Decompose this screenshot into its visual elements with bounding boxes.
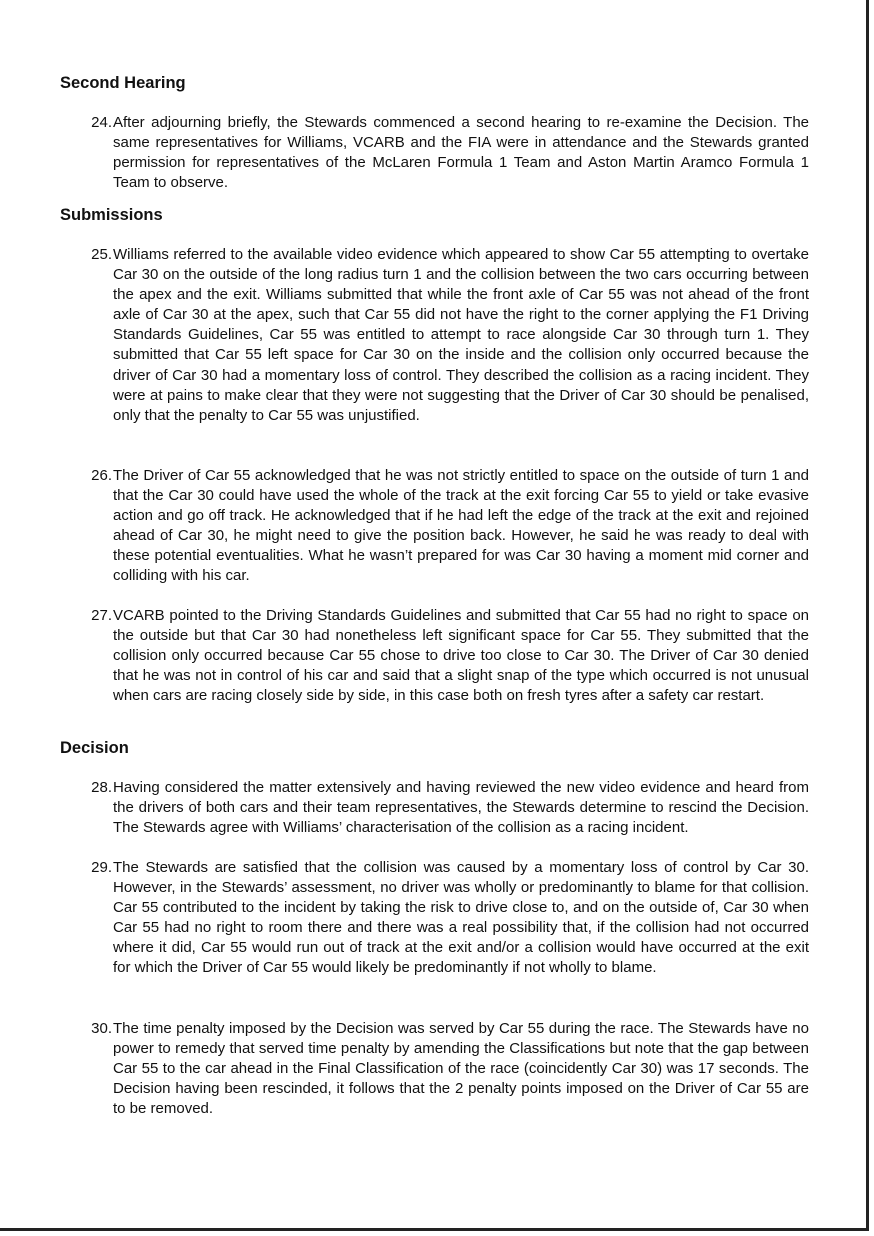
- paragraph-number: 24.: [91, 114, 112, 131]
- paragraph-text: Williams referred to the available video evidence which appeared to show Car 55 attempting to overtake Car 30 on the outside of the long radius turn 1 and the collision between the two cars occurring between the apex and the exit. Williams submitted that while the front axle of Car 55 was not ahead of the front axle of Car 30 at the apex, such that Car 55 did not have the right to the corner applying the F1 Driving Standards Guidelines, Car 55 was entitled to attempt to race alongside Car 30 through turn 1. They submitted that Car 55 left space for Car 30 on the inside and the collision only occurred because the driver of Car 30 had a momentary loss of control. They described the collision as a racing incident. They were at pains to make clear that they were not suggesting that the Driver of Car 30 should be penalised, only that the penalty to Car 55 was unjustified.: [113, 246, 809, 424]
- heading-submissions: Submissions: [60, 206, 163, 224]
- paragraph-30: [84, 1019, 809, 1119]
- paragraph-text: The Stewards are satisfied that the collision was caused by a momentary loss of control by Car 30. However, in the Stewards’ assessment, no driver was wholly or predominantly to blame for that collision. Car 55 contributed to the incident by taking the risk to drive close to, and on the outside of, Car 30 when Car 55 had no right to room there and there was a real possibility that, if the collision had not occurred where it did, Car 55 would run out of track at the exit and/or a collision would have occurred at the exit for which the Driver of Car 55 would likely be predominantly if not wholly to blame.: [113, 859, 809, 977]
- paragraph-27: [84, 606, 809, 706]
- paragraph-number: 25.: [91, 246, 112, 263]
- paragraph-number: 26.: [91, 467, 112, 484]
- paragraph-text: The Driver of Car 55 acknowledged that he was not strictly entitled to space on the outside of turn 1 and that the Car 30 could have used the whole of the track at the exit forcing Car 55 to yield or take evasive action and go off track. He acknowledged that if he had left the edge of the track at the exit and rejoined ahead of Car 30, he might need to give the position back. However, he said he was ready to deal with these potential eventualities. What he wasn’t prepared for was Car 30 having a moment mid corner and colliding with his car.: [113, 467, 809, 585]
- paragraph-number: 30.: [91, 1020, 112, 1037]
- heading-decision: Decision: [60, 739, 129, 757]
- paragraph-number: 27.: [91, 607, 112, 624]
- heading-second-hearing: Second Hearing: [60, 74, 186, 92]
- paragraph-number: 28.: [91, 779, 112, 796]
- paragraph-text: VCARB pointed to the Driving Standards Guidelines and submitted that Car 55 had no right to space on the outside but that Car 30 had nonetheless left significant space for Car 55. They submitted that the collision only occurred because Car 55 chose to drive too close to Car 30. The Driver of Car 30 denied that he was not in control of his car and said that a slight snap of the type which occurred is not unusual when cars are racing closely side by side, in this case both on fresh tyres after a safety car restart.: [113, 607, 809, 705]
- paragraph-text: After adjourning briefly, the Stewards commenced a second hearing to re-examine the Decision. The same representatives for Williams, VCARB and the FIA were in attendance and the Stewards granted permission for representatives of the McLaren Formula 1 Team and Aston Martin Aramco Formula 1 Team to observe.: [113, 114, 809, 192]
- paragraph-24: [84, 113, 809, 193]
- paragraph-29: [84, 858, 809, 979]
- paragraph-text: Having considered the matter extensively and having reviewed the new video evidence and heard from the drivers of both cars and their team representatives, the Stewards determine to rescind the Decision. The Stewards agree with Williams’ characterisation of the collision as a racing incident.: [113, 779, 809, 837]
- paragraph-25: [84, 245, 809, 426]
- paragraph-26: [84, 466, 809, 587]
- paragraph-number: 29.: [91, 859, 112, 876]
- paragraph-text: The time penalty imposed by the Decision was served by Car 55 during the race. The Stewards have no power to remedy that served time penalty by amending the Classifications but note that the gap between Car 55 to the car ahead in the Final Classification of the race (coincidently Car 30) was 17 seconds. The Decision having been rescinded, it follows that the 2 penalty points imposed on the Driver of Car 55 are to be removed.: [113, 1020, 809, 1118]
- paragraph-28: [84, 778, 809, 838]
